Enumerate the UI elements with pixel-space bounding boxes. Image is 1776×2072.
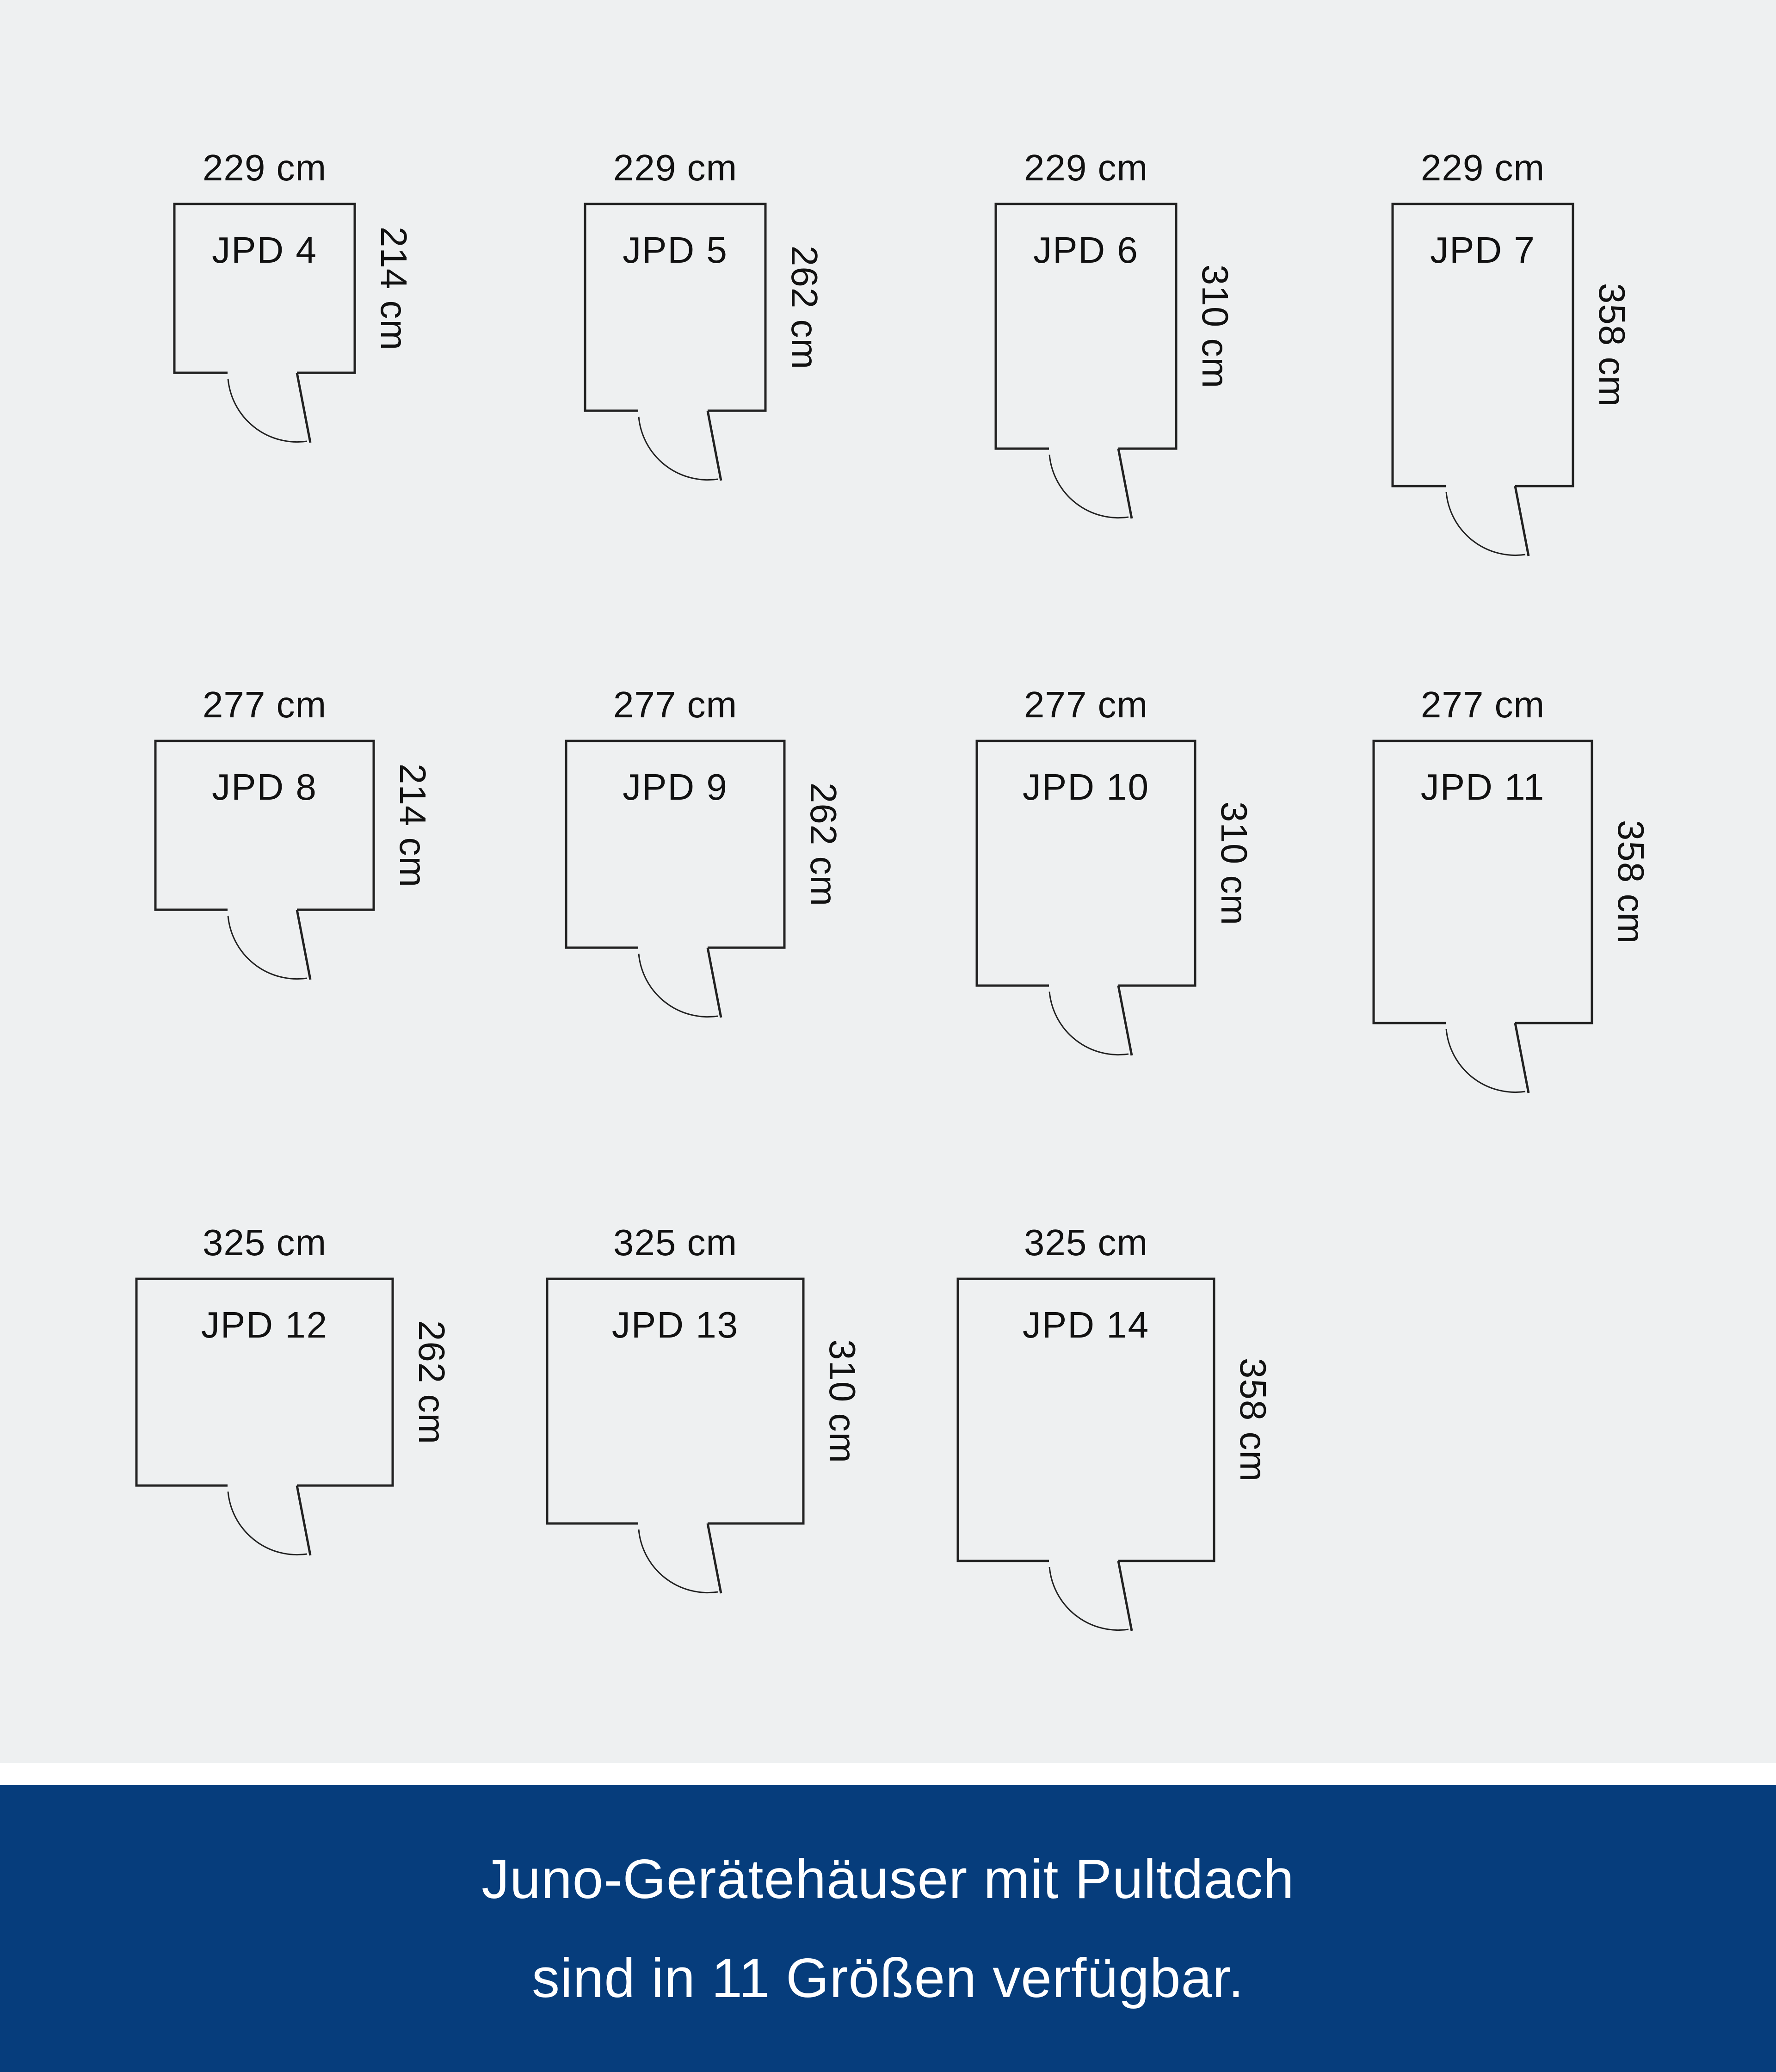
door-leaf <box>1118 1561 1132 1631</box>
shed-height-label: 310 cm <box>1195 264 1236 388</box>
door-leaf <box>1118 986 1132 1055</box>
shed-height-label: 262 cm <box>784 245 825 370</box>
shed-width-label: 277 cm <box>613 684 738 725</box>
shed-name-label: JPD 5 <box>623 229 728 271</box>
door-leaf <box>1515 1023 1529 1093</box>
banner-line-2: sind in 11 Größen verfügbar. <box>532 1947 1244 2009</box>
shed-width-label: 229 cm <box>1024 147 1148 188</box>
door-leaf <box>297 910 310 980</box>
shed-name-label: JPD 8 <box>212 766 317 808</box>
door-leaf <box>1118 449 1132 518</box>
door-leaf <box>708 1523 721 1593</box>
shed-height-label: 214 cm <box>392 763 433 888</box>
banner-line-1: Juno-Gerätehäuser mit Pultdach <box>481 1848 1295 1910</box>
shed-width-label: 229 cm <box>613 147 738 188</box>
shed-card-jpd-10 <box>977 684 1255 986</box>
shed-width-label: 229 cm <box>1420 147 1545 188</box>
info-banner <box>0 1785 1776 2072</box>
shed-name-label: JPD 6 <box>1033 229 1139 271</box>
door-swing-arc <box>1049 992 1128 1055</box>
shed-width-label: 277 cm <box>202 684 327 725</box>
door-swing-arc <box>639 417 718 480</box>
shed-width-label: 325 cm <box>1024 1222 1148 1263</box>
door-swing-arc <box>639 954 718 1017</box>
shed-card-jpd-6 <box>996 147 1236 449</box>
shed-width-label: 325 cm <box>613 1222 738 1263</box>
shed-name-label: JPD 7 <box>1430 229 1536 271</box>
shed-card-jpd-5 <box>585 147 825 411</box>
shed-height-label: 310 cm <box>1214 801 1255 925</box>
divider-strip <box>0 1763 1776 1785</box>
shed-name-label: JPD 9 <box>623 766 728 808</box>
shed-width-label: 229 cm <box>202 147 327 188</box>
shed-name-label: JPD 11 <box>1420 766 1545 808</box>
shed-height-label: 358 cm <box>1591 283 1633 407</box>
door-swing-arc <box>1446 492 1525 555</box>
shed-name-label: JPD 13 <box>611 1304 739 1345</box>
shed-card-jpd-14 <box>958 1222 1274 1561</box>
door-leaf <box>1515 486 1529 556</box>
shed-height-label: 262 cm <box>411 1320 452 1444</box>
shed-card-jpd-8 <box>155 684 433 910</box>
shed-height-label: 214 cm <box>373 226 414 351</box>
shed-card-jpd-4 <box>174 147 414 373</box>
shed-card-jpd-12 <box>136 1222 452 1486</box>
door-leaf <box>297 373 310 443</box>
shed-height-label: 358 cm <box>1233 1357 1274 1482</box>
shed-height-label: 358 cm <box>1610 820 1652 944</box>
door-swing-arc <box>228 379 307 442</box>
shed-card-jpd-7 <box>1393 147 1633 486</box>
door-leaf <box>297 1486 310 1555</box>
shed-height-label: 310 cm <box>822 1339 863 1463</box>
shed-width-label: 325 cm <box>202 1222 327 1263</box>
door-leaf <box>708 411 721 481</box>
shed-name-label: JPD 10 <box>1022 766 1150 808</box>
door-swing-arc <box>1446 1029 1525 1092</box>
door-swing-arc <box>1049 455 1128 518</box>
shed-name-label: JPD 14 <box>1022 1304 1150 1345</box>
door-swing-arc <box>639 1529 718 1593</box>
shed-name-label: JPD 12 <box>201 1304 328 1345</box>
door-leaf <box>708 948 721 1018</box>
door-swing-arc <box>228 1492 307 1555</box>
shed-name-label: JPD 4 <box>212 229 317 271</box>
shed-height-label: 262 cm <box>803 782 844 906</box>
shed-width-label: 277 cm <box>1024 684 1148 725</box>
door-swing-arc <box>1049 1567 1128 1630</box>
shed-card-jpd-9 <box>566 684 844 948</box>
shed-card-jpd-13 <box>547 1222 863 1523</box>
door-swing-arc <box>228 916 307 979</box>
shed-card-jpd-11 <box>1374 684 1652 1023</box>
shed-width-label: 277 cm <box>1420 684 1545 725</box>
